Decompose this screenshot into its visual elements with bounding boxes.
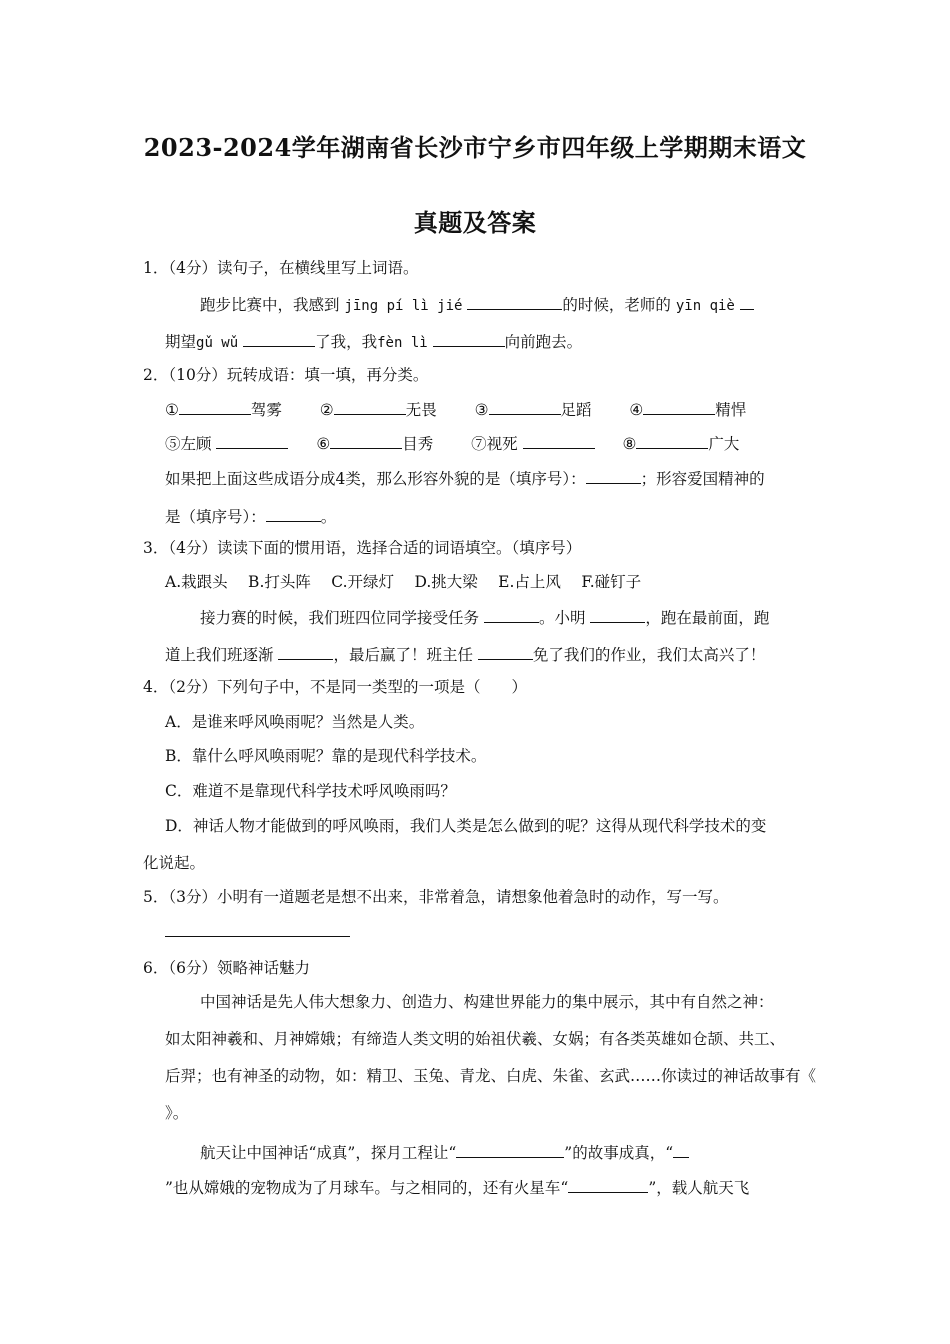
q6-text: 航天让中国神话“成真”，探月工程让“ xyxy=(200,1144,457,1162)
q3-passage-line2 xyxy=(165,643,765,665)
q2-item: ⑤左顾 xyxy=(165,435,212,453)
q3-blank-3[interactable] xyxy=(278,643,333,660)
q3-heading: 3．（4分）读读下面的惯用语，选择合适的词语填空。（填序号） xyxy=(143,539,582,557)
q6-blank-1[interactable] xyxy=(456,1141,564,1158)
q2-item: 驾雾 xyxy=(250,401,282,419)
q2-blank-3[interactable] xyxy=(489,398,561,415)
q2-blank-class-1[interactable] xyxy=(586,467,641,484)
q4-option-a: A．是谁来呼风唤雨呢？当然是人类。 xyxy=(165,713,425,731)
q4-option-d-line1: D．神话人物才能做到的呼风唤雨，我们人类是怎么做到的呢？这得从现代科学技术的变 xyxy=(165,817,767,835)
q4-option-c: C．难道不是靠现代科学技术呼风唤雨吗？ xyxy=(165,782,456,800)
q3-options: A.栽跟头 B.打头阵 C.开绿灯 D.挑大梁 E.占上风 F.碰钉子 xyxy=(165,573,642,591)
q2-item: 精悍 xyxy=(715,401,747,419)
q2-text: 如果把上面这些成语分成4类，那么形容外貌的是（填序号）： xyxy=(165,470,586,488)
q1-pinyin-1: jīng pí lì jié xyxy=(344,298,463,314)
q3-text: 。小明 xyxy=(538,609,586,627)
q6-text: ”也从嫦娥的宠物成为了月球车。与之相同的，还有火星车“ xyxy=(165,1179,569,1197)
q1-text: 向前跑去。 xyxy=(504,333,583,351)
q6-blank-2[interactable] xyxy=(673,1141,689,1158)
q2-blank-7[interactable] xyxy=(523,432,595,449)
q2-item: 广大 xyxy=(708,435,740,453)
q1-sentence-line2 xyxy=(165,330,582,353)
q2-item: ⑦视死 xyxy=(471,435,518,453)
q2-item: ③ xyxy=(474,401,489,419)
q1-pinyin-4: fèn lì xyxy=(377,335,428,351)
q3-text: 接力赛的时候，我们班四位同学接受任务 xyxy=(200,609,480,627)
q1-heading: 1．（4分）读句子，在横线里写上词语。 xyxy=(143,259,419,277)
q3-text: 免了我们的作业，我们太高兴了！ xyxy=(532,646,766,664)
q2-item: 目秀 xyxy=(402,435,434,453)
q2-item: ① xyxy=(165,401,179,419)
q2-blank-4[interactable] xyxy=(643,398,715,415)
q6-para-line2: 如太阳神羲和、月神嫦娥；有缔造人类文明的始祖伏羲、女娲；有各类英雄如仓颉、共工、 xyxy=(165,1030,786,1048)
q2-idiom-row2 xyxy=(165,432,739,454)
page-title-line2: 真题及答案 xyxy=(413,208,537,237)
q6-para-line1: 中国神话是先人伟大想象力、创造力、构建世界能力的集中展示，其中有自然之神： xyxy=(200,993,774,1011)
q1-blank-4[interactable] xyxy=(433,330,505,347)
q1-text: 了我，我 xyxy=(315,333,378,351)
q2-idiom-row1 xyxy=(165,398,746,420)
q2-blank-6[interactable] xyxy=(330,432,402,449)
q3-blank-2[interactable] xyxy=(590,606,645,623)
q5-heading: 5．（3分）小明有一道题老是想不出来，非常着急，请想象他着急时的动作，写一写。 xyxy=(143,888,729,906)
page-title-line1: 2023-2024学年湖南省长沙市宁乡市四年级上学期期末语文 xyxy=(143,133,807,162)
q2-item: ⑧ xyxy=(622,435,637,453)
q1-pinyin-2: yīn qiè xyxy=(675,298,735,314)
q1-sentence-line1 xyxy=(200,293,754,316)
q2-text: 。 xyxy=(320,508,337,526)
q1-blank-3[interactable] xyxy=(243,330,315,347)
q6-text: ”的故事成真，“ xyxy=(564,1144,674,1162)
q6-para-line6 xyxy=(165,1176,749,1198)
q2-blank-5[interactable] xyxy=(216,432,288,449)
q2-item: 无畏 xyxy=(405,401,437,419)
q2-classify-line1 xyxy=(165,467,765,489)
q3-text: ，最后赢了！班主任 xyxy=(333,646,473,664)
q2-blank-class-2[interactable] xyxy=(266,505,321,522)
q3-blank-4[interactable] xyxy=(478,643,533,660)
q1-pinyin-3: gǔ wǔ xyxy=(196,335,239,351)
q4-option-d-line2: 化说起。 xyxy=(143,854,206,872)
q3-passage-line1 xyxy=(200,606,769,628)
q2-classify-line2 xyxy=(165,505,336,527)
q5-answer-line[interactable] xyxy=(165,936,350,937)
q2-blank-8[interactable] xyxy=(636,432,708,449)
q4-option-b: B．靠什么呼风唤雨呢？靠的是现代科学技术。 xyxy=(165,747,487,765)
q2-text: 是（填序号）： xyxy=(165,508,266,526)
q1-blank-1[interactable] xyxy=(467,293,562,310)
q2-item: ④ xyxy=(629,401,644,419)
q6-blank-3[interactable] xyxy=(568,1176,648,1193)
q2-item: ⑥ xyxy=(316,435,331,453)
q2-text: ；形容爱国精神的 xyxy=(640,470,765,488)
q2-heading: 2．（10分）玩转成语：填一填，再分类。 xyxy=(143,366,429,384)
q6-heading: 6．（6分）领略神话魅力 xyxy=(143,959,310,977)
q6-text: ”，载人航天飞 xyxy=(648,1179,750,1197)
q1-text: 跑步比赛中，我感到 xyxy=(200,296,340,314)
q3-text: ，跑在最前面，跑 xyxy=(645,609,770,627)
q2-item: 足蹈 xyxy=(560,401,592,419)
q4-heading: 4．（2分）下列句子中，不是同一类型的一项是（ ） xyxy=(143,678,527,696)
q6-para-line4: 》。 xyxy=(165,1104,189,1122)
q3-blank-1[interactable] xyxy=(484,606,539,623)
q1-text: 的时候，老师的 xyxy=(562,296,671,314)
q2-blank-1[interactable] xyxy=(179,398,251,415)
q3-text: 道上我们班逐渐 xyxy=(165,646,274,664)
q6-para-line5 xyxy=(200,1141,689,1163)
q1-text: 期望 xyxy=(165,333,197,351)
q1-blank-2[interactable] xyxy=(740,293,754,310)
q2-blank-2[interactable] xyxy=(334,398,406,415)
q2-item: ② xyxy=(319,401,334,419)
q6-para-line3: 后羿；也有神圣的动物，如：精卫、玉兔、青龙、白虎、朱雀、玄武……你读过的神话故事有《 xyxy=(165,1067,817,1085)
